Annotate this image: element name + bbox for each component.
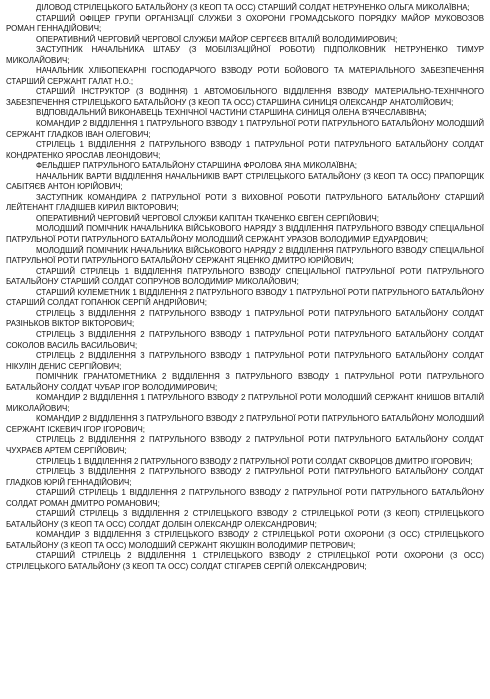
- order-entry: СТРІЛЕЦЬ 3 ВІДДІЛЕННЯ 2 ПАТРУЛЬНОГО ВЗВОДУ 1 ПАТРУЛЬНОЇ РОТИ ПАТРУЛЬНОГО БАТАЛЬЙОНУ СОЛДАТ РАЗІНЬКОВ ВІКТОР ВІКТОРОВИЧ;: [6, 308, 484, 329]
- order-entry: СТАРШИЙ СТРІЛЕЦЬ 1 ВІДДІЛЕННЯ 2 ПАТРУЛЬНОГО ВЗВОДУ 2 ПАТРУЛЬНОЇ РОТИ ПАТРУЛЬНОГО БАТАЛЬЙОНУ СОЛДАТ РОМАН ДМИТРО РОМАНОВИЧ;: [6, 488, 484, 508]
- order-entry: СТАРШИЙ КУЛЕМЕТНИК 1 ВІДДІЛЕННЯ 2 ПАТРУЛЬНОГО ВЗВОДУ 1 ПАТРУЛЬНОЇ РОТИ ПАТРУЛЬНОГО БАТАЛЬЙОНУ СТАРШИЙ СОЛДАТ ГОПАНЮК СЕРГІЙ АНДРІЙОВИЧ;: [6, 287, 484, 308]
- order-entry: МОЛОДШИЙ ПОМІЧНИК НАЧАЛЬНИКА ВІЙСЬКОВОГО НАРЯДУ 2 ВІДДІЛЕННЯ ПАТРУЛЬНОГО ВЗВОДУ СПЕЦІАЛЬНОЇ ПАТРУЛЬНОЇ РОТИ ПАТРУЛЬНОГО БАТАЛЬЙОНУ СЕРЖАНТ ЯЦЕНКО ДМИТРО ЮРІЙОВИЧ;: [6, 245, 484, 266]
- order-entry: ОПЕРАТИВНИЙ ЧЕРГОВИЙ ЧЕРГОВОЇ СЛУЖБИ МАЙОР СЕРГЄЄВ ВІТАЛІЙ ВОЛОДИМИРОВИЧ;: [36, 34, 398, 44]
- order-entry: СТАРШИЙ СТРІЛЕЦЬ 1 ВІДДІЛЕННЯ ПАТРУЛЬНОГО ВЗВОДУ СПЕЦІАЛЬНОЇ ПАТРУЛЬНОЇ РОТИ ПАТРУЛЬНОГО БАТАЛЬЙОНУ СТАРШИЙ СОЛДАТ СОПРУНОВ ВОЛОДИМИР МИКОЛАЙОВИЧ;: [6, 266, 484, 287]
- order-entry: ОПЕРАТИВНИЙ ЧЕРГОВИЙ ЧЕРГОВОЇ СЛУЖБИ КАПІТАН ТКАЧЕНКО ЄВГЕН СЕРГІЙОВИЧ;: [36, 213, 379, 223]
- order-entry: СТРІЛЕЦЬ 2 ВІДДІЛЕННЯ 3 ПАТРУЛЬНОГО ВЗВОДУ 1 ПАТРУЛЬНОЇ РОТИ ПАТРУЛЬНОГО БАТАЛЬЙОНУ СОЛДАТ НІКУЛІН ДЕНИС СЕРГІЙОВИЧ;: [6, 351, 484, 371]
- order-entry: СТРІЛЕЦЬ 3 ВІДДІЛЕННЯ 2 ПАТРУЛЬНОГО ВЗВОДУ 1 ПАТРУЛЬНОЇ РОТИ ПАТРУЛЬНОГО БАТАЛЬЙОНУ СОЛДАТ СОКОЛОВ ВАСИЛЬ ВАСИЛЬОВИЧ;: [6, 329, 484, 350]
- order-entry: КОМАНДИР 2 ВІДДІЛЕННЯ 1 ПАТРУЛЬНОГО ВЗВОДУ 1 ПАТРУЛЬНОЇ РОТИ ПАТРУЛЬНОГО БАТАЛЬЙОНУ МОЛОДШИЙ СЕРЖАНТ ГЛАДКОВ ІВАН ОЛЕГОВИЧ;: [6, 119, 484, 139]
- order-entry: СТАРШИЙ СТРІЛЕЦЬ 3 ВІДДІЛЕННЯ 2 СТРІЛЕЦЬКОГО ВЗВОДУ 2 СТРІЛЕЦЬКОЇ РОТИ (З КЕОП) СТРІЛЕЦЬКОГО БАТАЛЬЙОНУ (З КЕОП ТА ОСС) СОЛДАТ ДОЛБІН ОЛЕКСАНДР ОЛЕКСАНДРОВИЧ;: [6, 509, 484, 529]
- order-entry: МОЛОДШИЙ ПОМІЧНИК НАЧАЛЬНИКА ВІЙСЬКОВОГО НАРЯДУ 3 ВІДДІЛЕННЯ ПАТРУЛЬНОГО ВЗВОДУ СПЕЦІАЛЬНОЇ ПАТРУЛЬНОЇ РОТИ ПАТРУЛЬНОГО БАТАЛЬЙОНУ МОЛОДШИЙ СЕРЖАНТ УРАЗОВ ВОЛОДИМИР ЕДУАРДОВИЧ;: [6, 224, 484, 245]
- order-entry: КОМАНДИР 3 ВІДДІЛЕННЯ 3 СТРІЛЕЦЬКОГО ВЗВОДУ 2 СТРІЛЕЦЬКОЇ РОТИ ОХОРОНИ (З ОСС) СТРІЛЕЦЬКОГО БАТАЛЬЙОНУ (З КЕОП ТА ОСС) МОЛОДШИЙ СЕРЖАНТ ЯКУШКІН ВОЛОДИМИР ПЕТРОВИЧ;: [6, 530, 484, 550]
- order-entry: ФЕЛЬДШЕР ПАТРУЛЬНОГО БАТАЛЬЙОНУ СТАРШИНА ФРОЛОВА ЯНА МИКОЛАЇВНА;: [36, 161, 357, 171]
- order-entry: СТРІЛЕЦЬ 2 ВІДДІЛЕННЯ 2 ПАТРУЛЬНОГО ВЗВОДУ 2 ПАТРУЛЬНОЇ РОТИ ПАТРУЛЬНОГО БАТАЛЬЙОНУ СОЛДАТ ЧУХРАЄВ АРТЕМ СЕРГІЙОВИЧ;: [6, 435, 484, 455]
- order-entry: СТРІЛЕЦЬ 1 ВІДДІЛЕННЯ 2 ПАТРУЛЬНОГО ВЗВОДУ 2 ПАТРУЛЬНОЇ РОТИ СОЛДАТ СКВОРЦОВ ДМИТРО ІГОРОВИЧ;: [36, 456, 473, 466]
- order-entry: СТРІЛЕЦЬ 1 ВІДДІЛЕННЯ 2 ПАТРУЛЬНОГО ВЗВОДУ 1 ПАТРУЛЬНОЇ РОТИ ПАТРУЛЬНОГО БАТАЛЬЙОНУ СОЛДАТ КОНДРАТЕНКО ЯРОСЛАВ ЛЕОНІДОВИЧ;: [6, 140, 484, 160]
- order-entry: ВІДПОВІДАЛЬНИЙ ВИКОНАВЕЦЬ ТЕХНІЧНОЇ ЧАСТИНИ СТАРШИНА СИНИЦЯ ОЛЕНА В'ЯЧЕСЛАВІВНА;: [36, 108, 427, 118]
- order-entry: ДІЛОВОД СТРІЛЕЦЬКОГО БАТАЛЬЙОНУ (З КЕОП ТА ОСС) СТАРШИЙ СОЛДАТ НЕТРУНЕНКО ОЛЬГА МИКОЛАЇВНА;: [36, 3, 470, 12]
- order-entry: НАЧАЛЬНИК ХЛІБОПЕКАРНІ ГОСПОДАРЧОГО ВЗВОДУ РОТИ БОЙОВОГО ТА МАТЕРІАЛЬНОГО ЗАБЕЗПЕЧЕННЯ СТАРШИЙ СЕРЖАНТ ГАЛАТ Н.О.;: [6, 66, 484, 86]
- order-entry: СТАРШИЙ ІНСТРУКТОР (З ВОДІННЯ) 1 АВТОМОБІЛЬНОГО ВІДДІЛЕННЯ ВЗВОДУ МАТЕРІАЛЬНО-ТЕХНІЧНОГО ЗАБЕЗПЕЧЕННЯ СТРІЛЕЦЬКОГО БАТАЛЬЙОНУ (З КЕОП ТА ОСС) СТАРШИНА СИНИЦЯ ОЛЕКСАНДР АНАТОЛІЙОВИЧ;: [6, 87, 484, 107]
- order-entry: ПОМІЧНИК ГРАНАТОМЕТНИКА 2 ВІДДІЛЕННЯ 3 ПАТРУЛЬНОГО ВЗВОДУ 1 ПАТРУЛЬНОЇ РОТИ ПАТРУЛЬНОГО БАТАЛЬЙОНУ СОЛДАТ ЧУБАР ІГОР ВОЛОДИМИРОВИЧ;: [6, 372, 484, 392]
- order-entry: СТАРШИЙ СТРІЛЕЦЬ 2 ВІДДІЛЕННЯ 1 СТРІЛЕЦЬКОГО ВЗВОДУ 2 СТРІЛЕЦЬКОЇ РОТИ ОХОРОНИ (З ОСС) СТРІЛЕЦЬКОГО БАТАЛЬЙОНУ (З КЕОП ТА ОСС) СОЛДАТ СТІГАРЕВ СЕРГІЙ ОЛЕКСАНДРОВИЧ;: [6, 551, 484, 571]
- order-entry: ЗАСТУПНИК НАЧАЛЬНИКА ШТАБУ (З МОБІЛІЗАЦІЙНОЇ РОБОТИ) ПІДПОЛКОВНИК НЕТРУНЕНКО ТИМУР МИКОЛАЙОВИЧ;: [6, 45, 484, 65]
- order-entry: СТАРШИЙ ОФІЦЕР ГРУПИ ОРГАНІЗАЦІЇ СЛУЖБИ З ОХОРОНИ ГРОМАДСЬКОГО ПОРЯДКУ МАЙОР МУКОВОЗОВ РОМАН ГЕННАДІЙОВИЧ;: [6, 13, 484, 34]
- order-entry: ЗАСТУПНИК КОМАНДИРА 2 ПАТРУЛЬНОЇ РОТИ З ВИХОВНОЇ РОБОТИ ПАТРУЛЬНОГО БАТАЛЬЙОНУ СТАРШИЙ ЛЕЙТЕНАНТ ГЛАДІШЕВ КИРИЛ ВІКТОРОВИЧ;: [6, 192, 484, 213]
- order-entry: СТРІЛЕЦЬ 3 ВІДДІЛЕННЯ 2 ПАТРУЛЬНОГО ВЗВОДУ 2 ПАТРУЛЬНОЇ РОТИ ПАТРУЛЬНОГО БАТАЛЬЙОНУ СОЛДАТ ГЛАДКОВ ЮРІЙ ГЕННАДІЙОВИЧ;: [6, 467, 484, 487]
- order-entry: КОМАНДИР 2 ВІДДІЛЕННЯ 1 ПАТРУЛЬНОГО ВЗВОДУ 2 ПАТРУЛЬНОЇ РОТИ МОЛОДШИЙ СЕРЖАНТ КНИШОВ ВІТАЛІЙ МИКОЛАЙОВИЧ;: [6, 393, 484, 413]
- order-entry: КОМАНДИР 2 ВІДДІЛЕННЯ 3 ПАТРУЛЬНОГО ВЗВОДУ 2 ПАТРУЛЬНОЇ РОТИ ПАТРУЛЬНОГО БАТАЛЬЙОНУ МОЛОДШИЙ СЕРЖАНТ ІСКЕВИЧ ІГОР ІГОРОВИЧ;: [6, 414, 484, 434]
- order-entry: НАЧАЛЬНИК ВАРТИ ВІДДІЛЕННЯ НАЧАЛЬНИКІВ ВАРТ СТРІЛЕЦЬКОГО БАТАЛЬЙОНУ (З КЕОП ТА ОСС) ПРАПОРЩИК САБІТЯЄВ АНТОН ЮРІЙОВИЧ;: [6, 171, 484, 192]
